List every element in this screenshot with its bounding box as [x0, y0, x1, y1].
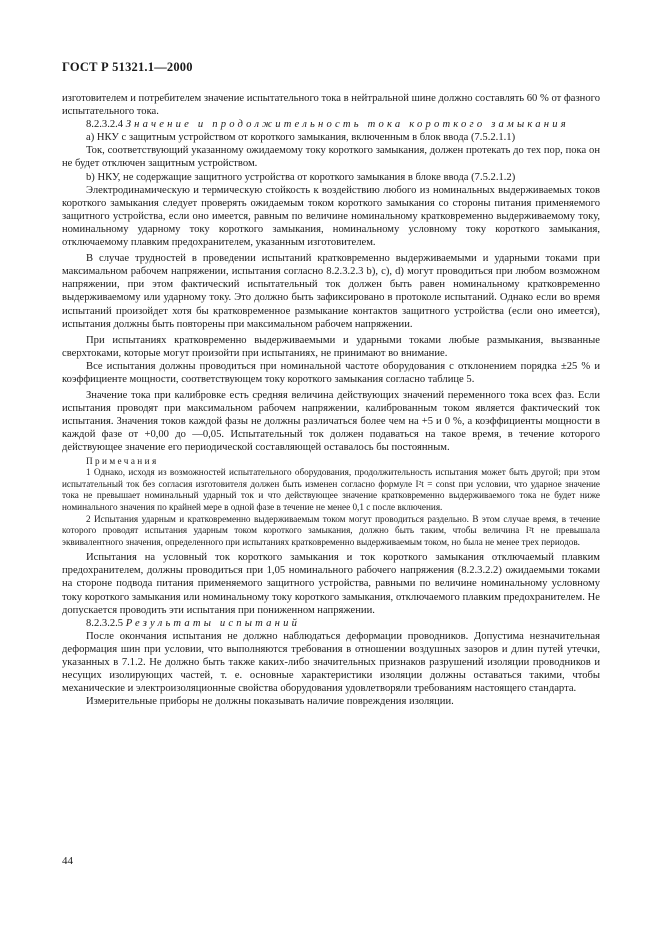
main-text — [62, 92, 600, 455]
note-2: 2 Испытания ударным и кратковременно выдерживаемым током могут проводиться раздельно. В этом случае время, в течение которого проводят испытания ударным током короткого замыкания, должно быть таким, чтобы величина I²t не превышала эквивалентного значения, определенного при испытаниях кратковременно выдерживаемым током, но была не менее трех периодов. — [62, 513, 600, 547]
paragraph: Все испытания должны проводиться при номинальной частоте оборудования с отклонением порядка ±25 % и коэффициенте мощности, соответствующем току короткого замыкания согласно таблице 5. — [62, 360, 600, 385]
section-title: Значение и продолжительность тока короткого замыкания — [125, 119, 569, 131]
paragraph: Значение тока при калибровке есть средняя величина действующих значений переменного тока всех фаз. Если испытания проводят при максимальном рабочем напряжении, калиброванным током является фактический ток испытания. Значения токов каждой фазы не должны различаться более чем на +5 и 0 %, а коэффициенты мощности в каждой фазе от +0,00 до —0,05. Испытательный ток должен подаваться на такое время, в течение которого действующее значение его периодической составляющей оставалось бы постоянным. — [62, 390, 600, 454]
main-text-continued — [62, 551, 600, 708]
section-number: 8.2.3.2.5 — [86, 617, 124, 629]
document-page — [62, 60, 600, 708]
paragraph: Электродинамическую и термическую стойкость к воздействию любого из номинальных выдерживаемых токов короткого замыкания следует проверять ожидаемым током короткого замыкания со стороны питания применяемого защитного устройства, если оно имеется, равным по величине номинальному кратковременно выдерживаемому току, номинальному ударному току короткого замыкания, номинальному условному току короткого замыкания, отключаемому плавким предохранителем, указанным изготовителем. — [62, 184, 600, 249]
notes-block — [62, 456, 600, 549]
paragraph: Измерительные приборы не должны показывать наличие повреждения изоляции. — [86, 696, 454, 708]
paragraph: При испытаниях кратковременно выдерживаемыми и ударными токами любые размыкания, вызванные сверхтоками, которые могут произойти при испытаниях, не принимают во внимание. — [62, 334, 600, 359]
paragraph: После окончания испытания не должно наблюдаться деформации проводников. Допустима незначительная деформация шин при условии, что выполняются требования в отношении воздушных зазоров и длин путей утечки, указанных в 7.1.2. Не должно быть также каких-либо значительных признаков разрушений изоляции проводников и несущих изолирующих частей, т. е. основные характеристики изоляции должны оставаться такими, чтобы механические и электроизоляционные свойства оборудования удовлетворяли требованиям настоящего стандарта. — [62, 630, 600, 695]
section-title: Результаты испытаний — [125, 617, 301, 629]
paragraph: изготовителем и потребителем значение испытательного тока в нейтральной шине должно составлять 60 % от фазного испытательного тока. — [62, 93, 600, 118]
paragraph: Испытания на условный ток короткого замыкания и ток короткого замыкания отключаемый плавким предохранителем, должны проводиться при 1,05 номинального рабочего напряжения (8.2.3.2.2) ожидаемыми токами на стороне подвода питания применяемого защитного устройства, равными по величине номинальному условному току короткого замыкания или номинальному току короткого замыкания, отключаемого плавким предохранителем. Не допускается проводить эти испытания при пониженном напряжении. — [62, 552, 600, 616]
section-number: 8.2.3.2.4 — [86, 119, 124, 131]
section-heading-8-2-3-2-4 — [62, 118, 600, 131]
section-heading-8-2-3-2-5 — [62, 617, 600, 630]
paragraph: В случае трудностей в проведении испытаний кратковременно выдерживаемыми и ударными токами при максимальном рабочем напряжении, испытания согласно 8.2.3.2.3 b), c), d) могут проводиться при любом возможном напряжении, при этом фактический испытательный ток должен быть равен номинальному кратковременно выдерживаемому или ударному току. Это должно быть зафиксировано в протоколе испытаний. Однако если во время испытаний произойдет хотя бы кратковременное размыкание контактов защитного устройства (если оно имеется), испытания должны быть повторены при максимальном рабочем напряжении. — [62, 253, 600, 330]
page-number: 44 — [62, 855, 73, 867]
paragraph: Ток, соответствующий указанному ожидаемому току короткого замыкания, должен протекать до тех пор, пока он не будет отключен защитным устройством. — [62, 145, 600, 170]
standard-header: ГОСТ Р 51321.1—2000 — [62, 60, 193, 74]
paragraph: b) НКУ, не содержащие защитного устройства от короткого замыкания в блоке ввода (7.5.2.1.2) — [86, 171, 516, 183]
notes-title: Примечания — [86, 455, 159, 466]
paragraph: a) НКУ с защитным устройством от короткого замыкания, включенным в блок ввода (7.5.2.1.1) — [86, 132, 516, 144]
note-1: 1 Однако, исходя из возможностей испытательного оборудования, продолжительность испытания может быть другой; при этом испытательный ток без согласия изготовителя должен быть изменен согласно формуле I²t = const при условии, что ударное значение тока не превышает номинальный ударный ток и что действующее значение кратковременно выдерживаемого тока не будет ниже номинального значения по крайней мере в одной фазе в течение не менее 0,1 с после включения. — [62, 467, 600, 512]
